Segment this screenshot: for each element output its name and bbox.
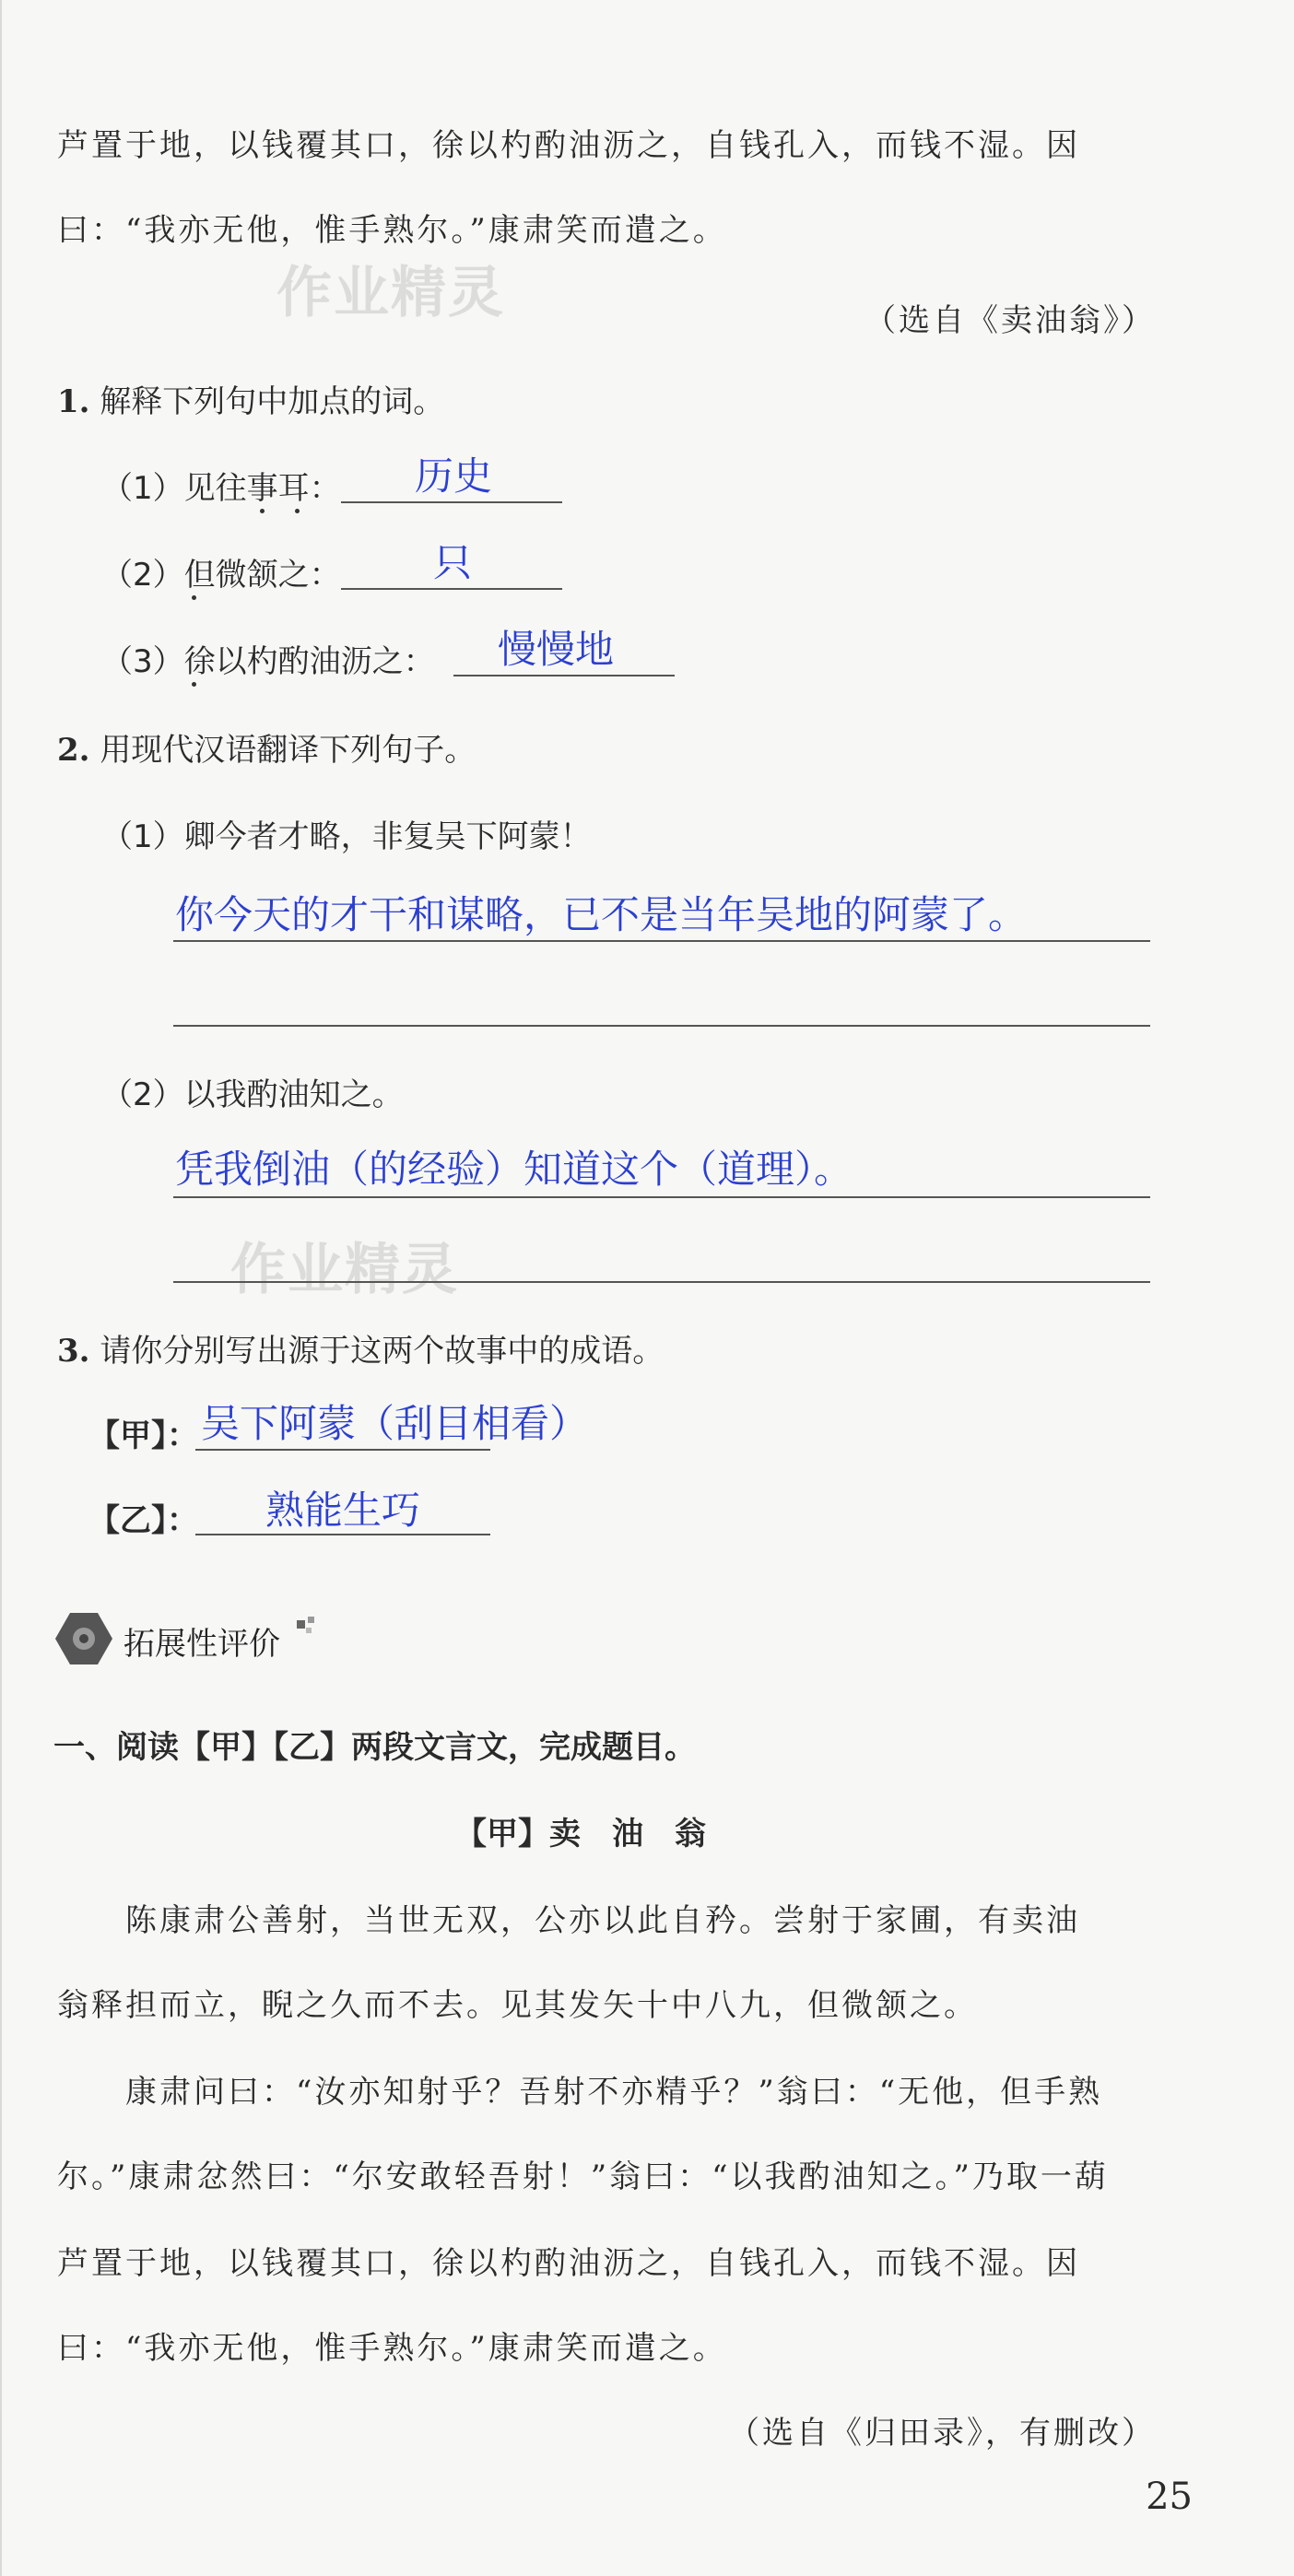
section-icon — [52, 1611, 116, 1666]
q3-item-label: 【甲】： — [88, 1417, 198, 1454]
passage-line: 芦置于地，以钱覆其口，徐以杓酌油沥之，自钱孔入，而钱不湿。因 — [57, 127, 1080, 164]
handwritten-answer: 吴下阿蒙（刮目相看） — [201, 1401, 589, 1446]
q2-item-label: （1）卿今者才略，非复吴下阿蒙！ — [101, 818, 592, 855]
handwritten-answer: 慢慢地 — [498, 627, 615, 672]
section-title: 拓展性评价 — [124, 1626, 280, 1663]
answer-line — [341, 501, 562, 503]
question-3 — [57, 1325, 664, 1370]
q2-item-label: （2）以我酌油知之。 — [101, 1076, 404, 1113]
answer-line — [173, 1025, 1150, 1027]
emphasis-dot — [295, 509, 300, 513]
question-number: 1. — [57, 383, 90, 420]
question-prompt: 用现代汉语翻译下列句子。 — [100, 732, 476, 769]
question-number: 3. — [57, 1333, 90, 1370]
page-gutter — [0, 0, 2, 2576]
watermark: 作业精灵 — [230, 1238, 459, 1302]
q3-item-label: 【乙】： — [88, 1502, 198, 1539]
passage-line: 芦置于地，以钱覆其口，徐以杓酌油沥之，自钱孔入，而钱不湿。因 — [57, 2245, 1080, 2282]
question-1 — [57, 376, 444, 421]
handwritten-answer: 熟能生巧 — [265, 1488, 421, 1533]
passage-line: 曰：“我亦无他，惟手熟尔。”康肃笑而遣之。 — [57, 212, 727, 249]
question-2 — [57, 724, 476, 770]
page-number: 25 — [1146, 2476, 1193, 2518]
section-title-decoration — [293, 1615, 330, 1646]
question-number: 2. — [57, 732, 90, 769]
passage-line: 曰：“我亦无他，惟手熟尔。”康肃笑而遣之。 — [57, 2330, 727, 2367]
handwritten-answer: 凭我倒油（的经验）知道这个（道理）。 — [175, 1147, 853, 1192]
handwritten-answer: 只 — [433, 540, 473, 585]
answer-line — [173, 940, 1150, 942]
emphasis-dot — [260, 509, 265, 513]
handwritten-answer: 你今天的才干和谋略，已不是当年吴地的阿蒙了。 — [175, 892, 1028, 937]
passage-line: 康肃问曰：“汝亦知射乎？吾射不亦精乎？”翁曰：“无他，但手熟 — [125, 2074, 1103, 2111]
answer-line — [341, 588, 562, 590]
passage-source: （选自《归田录》，有删改） — [728, 2415, 1156, 2452]
answer-line — [453, 675, 675, 676]
answer-line — [195, 1449, 490, 1451]
answer-line — [173, 1281, 1150, 1283]
q1-item-label: （2）但微颔之： — [101, 557, 341, 594]
emphasis-dot — [192, 595, 196, 600]
passage-line: 尔。”康肃忿然曰：“尔安敢轻吾射！”翁曰：“以我酌油知之。”乃取一葫 — [57, 2158, 1109, 2195]
passage-line: 翁释担而立，睨之久而不去。见其发矢十中八九，但微颔之。 — [57, 1987, 978, 2024]
question-prompt: 请你分别写出源于这两个故事中的成语。 — [100, 1333, 665, 1370]
watermark: 作业精灵 — [276, 261, 505, 325]
answer-line — [173, 1196, 1150, 1198]
passage-line: 陈康肃公善射，当世无双，公亦以此自矜。尝射于家圃，有卖油 — [125, 1902, 1080, 1939]
part-heading: 一、阅读【甲】【乙】两段文言文，完成题目。 — [53, 1729, 696, 1766]
q1-item-label: （1）见往事耳： — [101, 470, 341, 507]
question-prompt: 解释下列句中加点的词。 — [100, 383, 445, 420]
emphasis-dot — [192, 682, 196, 687]
passage-title: 【甲】卖 油 翁 — [455, 1816, 706, 1853]
passage-source: （选自《卖油翁》） — [865, 302, 1156, 339]
q1-item-label: （3）徐以杓酌油沥之： — [101, 643, 435, 680]
handwritten-answer: 历史 — [415, 453, 493, 499]
